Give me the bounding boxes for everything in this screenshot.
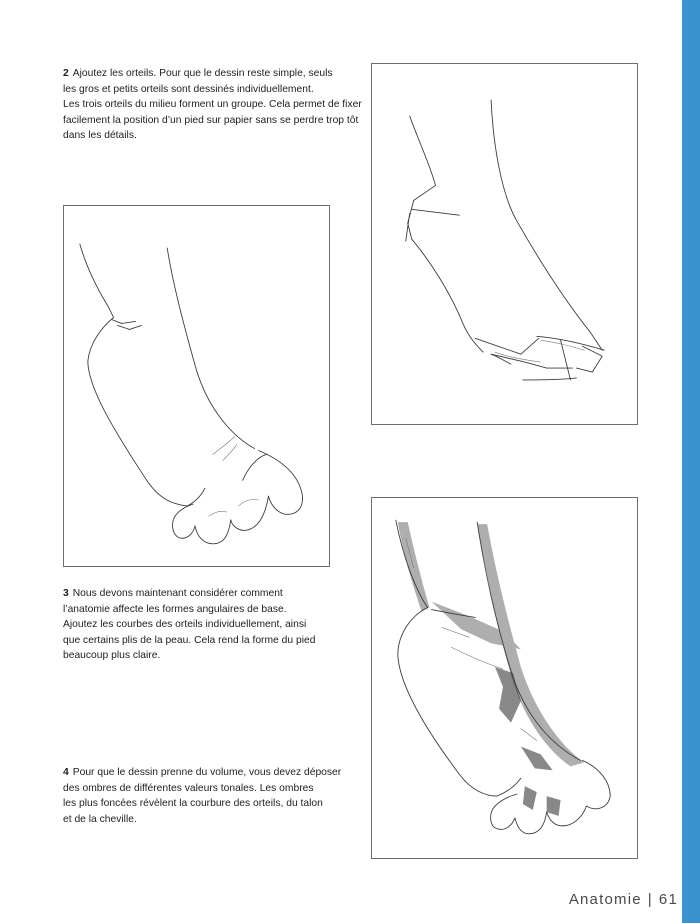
- step-2-text: [63, 66, 362, 144]
- step-4-number: 4: [63, 767, 69, 778]
- step-2-number: 2: [63, 68, 69, 79]
- footer-separator: |: [647, 891, 653, 908]
- page-number: 61: [658, 891, 678, 908]
- foot-sketch-line-icon: [64, 206, 329, 566]
- step-3-line-2: l’anatomie affecte les formes angulaires de base.: [63, 603, 287, 615]
- step-3-line-1: Nous devons maintenant considérer comment: [72, 588, 283, 599]
- step-3-text: [63, 586, 315, 664]
- sketch-frame-shading: [371, 497, 638, 859]
- step-3-number: 3: [63, 588, 69, 599]
- step-2-line-1: Ajoutez les orteils. Pour que le dessin reste simple, seuls: [72, 68, 333, 79]
- step-2-line-5: dans les détails.: [63, 130, 137, 142]
- sketch-frame-basic-shapes: [371, 63, 638, 425]
- step-4-text: [63, 765, 341, 827]
- step-4-line-2: des ombres de différentes valeurs tonales. Les ombres: [63, 782, 314, 794]
- page-footer: [569, 891, 678, 908]
- step-2-line-3: Les trois orteils du milieu forment un groupe. Cela permet de fixer: [63, 99, 362, 111]
- step-4-line-4: et de la cheville.: [63, 813, 137, 825]
- step-3-line-3: Ajoutez les courbes des orteils individuellement, ainsi: [63, 619, 307, 631]
- section-title: Anatomie: [568, 891, 642, 908]
- step-4-line-1: Pour que le dessin prenne du volume, vous devez déposer: [72, 767, 342, 778]
- foot-sketch-shaded-icon: [372, 498, 637, 858]
- chapter-color-band: [682, 0, 700, 923]
- foot-sketch-angular-icon: [372, 64, 637, 424]
- sketch-frame-toe-curves: [63, 205, 330, 567]
- step-3-line-5: beaucoup plus claire.: [63, 650, 161, 662]
- step-2-line-2: les gros et petits orteils sont dessinés individuellement.: [63, 83, 314, 95]
- step-2-line-4: facilement la position d’un pied sur papier sans se perdre trop tôt: [63, 114, 359, 126]
- step-4-line-3: les plus foncées révèlent la courbure des orteils, du talon: [63, 798, 323, 810]
- step-3-line-4: que certains plis de la peau. Cela rend la forme du pied: [63, 634, 316, 646]
